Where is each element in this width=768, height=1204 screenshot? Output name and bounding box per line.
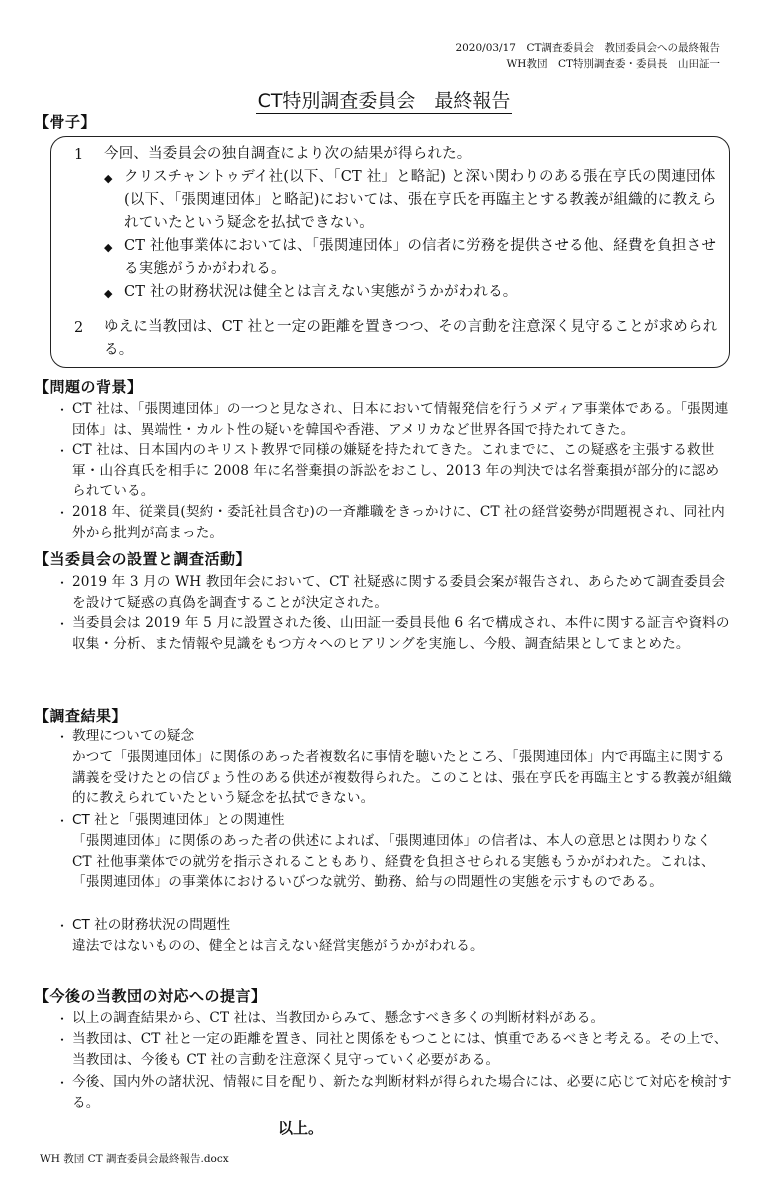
result-title: 教理についての疑念 xyxy=(72,728,195,744)
summary-bullet: クリスチャントゥデイ社(以下、「CT 社」と略記) と深い関わりのある張在亨氏の関連団体(以下、「張関連団体」と略記)においては、張在亨氏を再臨主とする教義が組織的に教えられていたという疑念を払拭できない。 xyxy=(124,169,717,231)
result-title: CT 社と「張関連団体」との関連性 xyxy=(72,812,285,828)
bullet-icon: ・ xyxy=(56,814,69,828)
summary-item-number: 1 xyxy=(74,147,84,163)
result-body: かつて「張関連団体」に関係のあった者複数名に事情を聴いたところ、「張関連団体」内で再臨主に関する講義を受けたとの信ぴょう性のある供述が複数得られた。このことは、張在亨氏を再臨主とする教義が組織的に教えられていたという疑念を払拭できない。 xyxy=(72,749,732,806)
proposal-heading: 【今後の当教団の対応への提言】 xyxy=(34,987,267,1005)
bullet-icon: ・ xyxy=(56,444,69,458)
document-title: CT特別調査委員会 最終報告 xyxy=(257,90,511,112)
summary-item-text: ゆえに当教団は、CT 社と一定の距離を置きつつ、その言動を注意深く見守ることが求められる。 xyxy=(104,319,718,358)
result-body: 「張関連団体」に関係のあった者の供述によれば、「張関連団体」の信者は、本人の意思とは関わりなく CT 社他事業体での就労を指示されることもあり、経費を負担させられる実態もうかがわれた。これは、「張関連団体」の事業体におけるいびつな就労、勤務、給与の問題性の実態を示すものである。 xyxy=(72,833,715,890)
proposal-bullet: 以上の調査結果から、CT 社は、当教団からみて、懸念すべき多くの判断材料がある。 xyxy=(72,1010,605,1026)
summary-heading: 【骨子】 xyxy=(34,113,97,131)
committee-heading: 【当委員会の設置と調査活動】 xyxy=(34,550,252,568)
diamond-bullet-icon: ◆ xyxy=(104,172,113,185)
bullet-icon: ・ xyxy=(56,1076,69,1090)
committee-bullet: 2019 年 3 月の WH 教団年会において、CT 社疑惑に関する委員会案が報告され、あらためて調査委員会を設けて疑惑の真偽を調査することが決定された。 xyxy=(72,574,726,611)
proposal-bullet: 今後、国内外の諸状況、情報に目を配り、新たな判断材料が得られた場合には、必要に応じて対応を検討する。 xyxy=(72,1074,732,1111)
background-heading: 【問題の背景】 xyxy=(34,378,143,396)
header-author-line: WH教団 CT特別調査委・委員長 山田証一 xyxy=(506,58,720,70)
results-heading: 【調査結果】 xyxy=(34,707,128,725)
diamond-bullet-icon: ◆ xyxy=(104,241,113,254)
bullet-icon: ・ xyxy=(56,730,69,744)
result-title: CT 社の財務状況の問題性 xyxy=(72,917,231,933)
background-bullet: CT 社は、日本国内のキリスト教界で同様の嫌疑を持たれてきた。これまでに、この疑惑を主張する救世軍・山谷真氏を相手に 2008 年に名誉棄損の訴訟をおこし、2013 年の判決では名誉棄損が部分的に認められている。 xyxy=(72,442,720,499)
summary-item-number: 2 xyxy=(74,320,84,336)
document-header xyxy=(455,40,720,72)
committee-bullet: 当委員会は 2019 年 5 月に設置された後、山田証一委員長他 6 名で構成され、本件に関する証言や資料の収集・分析、また情報や見識をもつ方々へのヒアリングを実施し、今般、調査結果としてまとめた。 xyxy=(72,615,730,652)
bullet-icon: ・ xyxy=(56,617,69,631)
bullet-icon: ・ xyxy=(56,403,69,417)
bullet-icon: ・ xyxy=(56,1012,69,1026)
bullet-icon: ・ xyxy=(56,506,69,520)
document-footer-filename: WH 教団 CT 調査委員会最終報告.docx xyxy=(40,1153,229,1165)
summary-bullet: CT 社他事業体においては、「張関連団体」の信者に労務を提供させる他、経費を負担させる実態がうかがわれる。 xyxy=(124,238,717,277)
proposal-bullet: 当教団は、CT 社と一定の距離を置き、同社と関係をもつことには、慎重であるべきと考える。その上で、当教団は、今後も CT 社の言動を注意深く見守っていく必要がある。 xyxy=(72,1031,728,1068)
bullet-icon: ・ xyxy=(56,576,69,590)
background-bullet: 2018 年、従業員(契約・委託社員含む)の一斉離職をきっかけに、CT 社の経営姿勢が問題視され、同社内外から批判が高まった。 xyxy=(72,504,725,541)
closing-text: 以上。 xyxy=(278,1119,324,1137)
summary-item-text: 今回、当委員会の独自調査により次の結果が得られた。 xyxy=(104,146,472,162)
bullet-icon: ・ xyxy=(56,919,69,933)
summary-bullet: CT 社の財務状況は健全とは言えない実態がうかがわれる。 xyxy=(124,284,518,300)
background-bullet: CT 社は、「張関連団体」の一つと見なされ、日本において情報発信を行うメディア事業体である。「張関連団体」は、異端性・カルト性の疑いを韓国や香港、アメリカなど世界各国で持たれてきた。 xyxy=(72,401,729,438)
bullet-icon: ・ xyxy=(56,1033,69,1047)
result-body: 違法ではないものの、健全とは言えない経営実態がうかがわれる。 xyxy=(72,938,484,954)
header-date-line: 2020/03/17 CT調査委員会 教団委員会への最終報告 xyxy=(455,42,720,54)
diamond-bullet-icon: ◆ xyxy=(104,287,113,300)
